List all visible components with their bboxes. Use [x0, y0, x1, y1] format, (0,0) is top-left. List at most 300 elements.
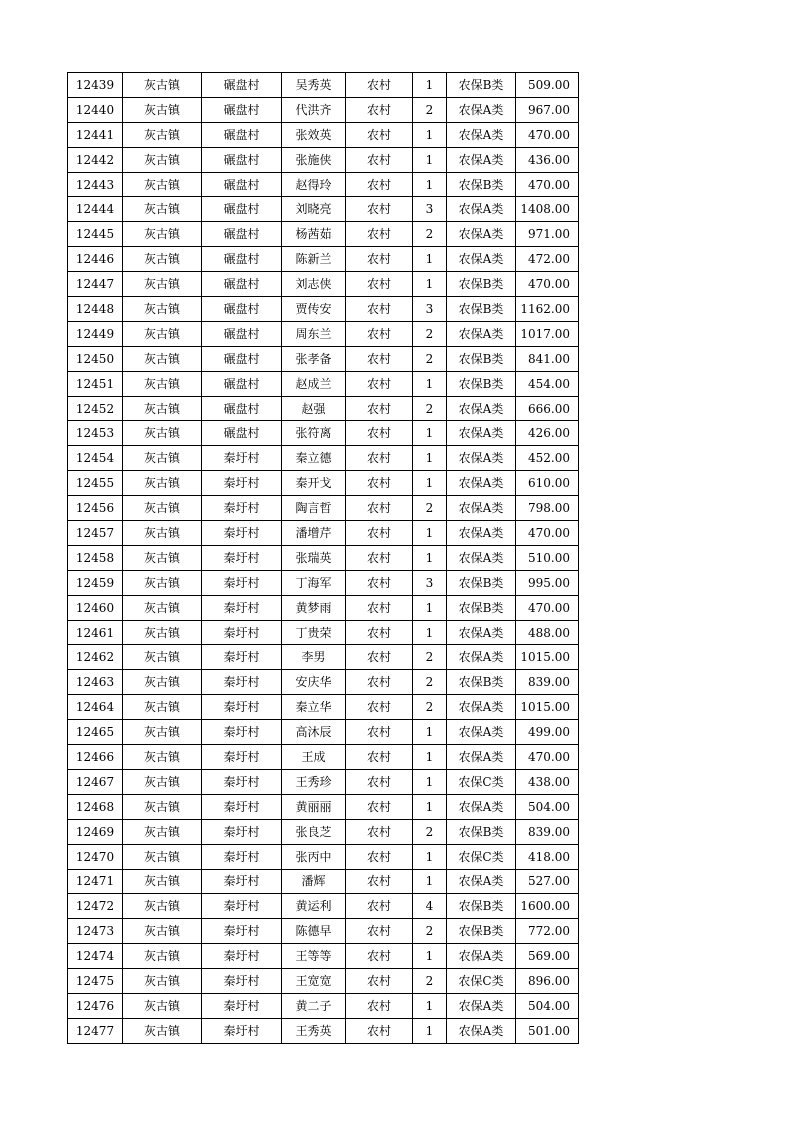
- insurance-class-cell: 农保A类: [447, 197, 516, 222]
- record-id-cell: 12475: [68, 969, 123, 994]
- record-id-cell: 12471: [68, 869, 123, 894]
- village-cell: 秦圩村: [202, 969, 282, 994]
- area-type-cell: 农村: [346, 222, 413, 247]
- area-type-cell: 农村: [346, 172, 413, 197]
- insurance-class-cell: 农保A类: [447, 247, 516, 272]
- insurance-class-cell: 农保B类: [447, 346, 516, 371]
- name-cell: 赵得玲: [282, 172, 346, 197]
- amount-cell: 666.00: [516, 396, 579, 421]
- name-cell: 秦立德: [282, 446, 346, 471]
- area-type-cell: 农村: [346, 919, 413, 944]
- household-count-cell: 1: [413, 272, 447, 297]
- table-row: [68, 695, 579, 720]
- record-id-cell: 12468: [68, 794, 123, 819]
- record-id-cell: 12462: [68, 645, 123, 670]
- name-cell: 杨茜茹: [282, 222, 346, 247]
- household-count-cell: 1: [413, 844, 447, 869]
- household-count-cell: 1: [413, 147, 447, 172]
- town-cell: 灰古镇: [123, 695, 202, 720]
- table-row: [68, 745, 579, 770]
- town-cell: 灰古镇: [123, 222, 202, 247]
- record-id-cell: 12467: [68, 769, 123, 794]
- town-cell: 灰古镇: [123, 769, 202, 794]
- insurance-class-cell: 农保B类: [447, 670, 516, 695]
- amount-cell: 839.00: [516, 819, 579, 844]
- household-count-cell: 3: [413, 297, 447, 322]
- insurance-class-cell: 农保A类: [447, 645, 516, 670]
- amount-cell: 896.00: [516, 969, 579, 994]
- table-row: [68, 272, 579, 297]
- household-count-cell: 1: [413, 521, 447, 546]
- town-cell: 灰古镇: [123, 844, 202, 869]
- table-row: [68, 496, 579, 521]
- name-cell: 黄梦雨: [282, 595, 346, 620]
- amount-cell: 1600.00: [516, 894, 579, 919]
- record-id-cell: 12440: [68, 97, 123, 122]
- town-cell: 灰古镇: [123, 894, 202, 919]
- area-type-cell: 农村: [346, 73, 413, 98]
- insurance-class-cell: 农保B类: [447, 894, 516, 919]
- area-type-cell: 农村: [346, 645, 413, 670]
- village-cell: 秦圩村: [202, 1018, 282, 1043]
- household-count-cell: 1: [413, 446, 447, 471]
- name-cell: 黄二子: [282, 993, 346, 1018]
- table-row: [68, 471, 579, 496]
- insurance-class-cell: 农保C类: [447, 969, 516, 994]
- insurance-class-cell: 农保A类: [447, 446, 516, 471]
- area-type-cell: 农村: [346, 794, 413, 819]
- household-count-cell: 1: [413, 371, 447, 396]
- name-cell: 吴秀英: [282, 73, 346, 98]
- area-type-cell: 农村: [346, 844, 413, 869]
- name-cell: 贾传安: [282, 297, 346, 322]
- name-cell: 周东兰: [282, 321, 346, 346]
- household-count-cell: 1: [413, 1018, 447, 1043]
- table-row: [68, 794, 579, 819]
- amount-cell: 841.00: [516, 346, 579, 371]
- name-cell: 王秀珍: [282, 769, 346, 794]
- insurance-class-cell: 农保B类: [447, 272, 516, 297]
- area-type-cell: 农村: [346, 147, 413, 172]
- town-cell: 灰古镇: [123, 147, 202, 172]
- town-cell: 灰古镇: [123, 620, 202, 645]
- household-count-cell: 1: [413, 421, 447, 446]
- household-count-cell: 3: [413, 570, 447, 595]
- record-id-cell: 12472: [68, 894, 123, 919]
- town-cell: 灰古镇: [123, 421, 202, 446]
- area-type-cell: 农村: [346, 695, 413, 720]
- area-type-cell: 农村: [346, 595, 413, 620]
- name-cell: 张孝备: [282, 346, 346, 371]
- area-type-cell: 农村: [346, 97, 413, 122]
- town-cell: 灰古镇: [123, 570, 202, 595]
- table-row: [68, 297, 579, 322]
- amount-cell: 967.00: [516, 97, 579, 122]
- record-id-cell: 12453: [68, 421, 123, 446]
- household-count-cell: 1: [413, 122, 447, 147]
- name-cell: 陶言哲: [282, 496, 346, 521]
- village-cell: 碾盘村: [202, 346, 282, 371]
- record-id-cell: 12466: [68, 745, 123, 770]
- insurance-class-cell: 农保A类: [447, 396, 516, 421]
- name-cell: 丁贵荣: [282, 620, 346, 645]
- table-row: [68, 645, 579, 670]
- village-cell: 碾盘村: [202, 421, 282, 446]
- area-type-cell: 农村: [346, 944, 413, 969]
- village-cell: 秦圩村: [202, 745, 282, 770]
- name-cell: 王秀英: [282, 1018, 346, 1043]
- village-cell: 秦圩村: [202, 595, 282, 620]
- name-cell: 黄丽丽: [282, 794, 346, 819]
- name-cell: 张丙中: [282, 844, 346, 869]
- amount-cell: 1015.00: [516, 695, 579, 720]
- record-id-cell: 12445: [68, 222, 123, 247]
- household-count-cell: 1: [413, 620, 447, 645]
- name-cell: 张施侠: [282, 147, 346, 172]
- village-cell: 秦圩村: [202, 794, 282, 819]
- village-cell: 秦圩村: [202, 869, 282, 894]
- town-cell: 灰古镇: [123, 794, 202, 819]
- insurance-class-cell: 农保C类: [447, 844, 516, 869]
- area-type-cell: 农村: [346, 993, 413, 1018]
- table-row: [68, 247, 579, 272]
- village-cell: 碾盘村: [202, 297, 282, 322]
- household-count-cell: 2: [413, 819, 447, 844]
- insurance-class-cell: 农保A类: [447, 97, 516, 122]
- village-cell: 碾盘村: [202, 247, 282, 272]
- insurance-class-cell: 农保B类: [447, 73, 516, 98]
- household-count-cell: 1: [413, 745, 447, 770]
- amount-cell: 1408.00: [516, 197, 579, 222]
- insurance-class-cell: 农保A类: [447, 620, 516, 645]
- household-count-cell: 2: [413, 645, 447, 670]
- name-cell: 李男: [282, 645, 346, 670]
- town-cell: 灰古镇: [123, 346, 202, 371]
- household-count-cell: 1: [413, 720, 447, 745]
- insurance-class-cell: 农保B类: [447, 819, 516, 844]
- village-cell: 秦圩村: [202, 919, 282, 944]
- name-cell: 赵强: [282, 396, 346, 421]
- record-id-cell: 12476: [68, 993, 123, 1018]
- record-id-cell: 12447: [68, 272, 123, 297]
- town-cell: 灰古镇: [123, 97, 202, 122]
- insurance-class-cell: 农保A类: [447, 944, 516, 969]
- table-row: [68, 894, 579, 919]
- record-id-cell: 12442: [68, 147, 123, 172]
- insurance-class-cell: 农保A类: [447, 421, 516, 446]
- village-cell: 秦圩村: [202, 645, 282, 670]
- area-type-cell: 农村: [346, 321, 413, 346]
- area-type-cell: 农村: [346, 969, 413, 994]
- amount-cell: 839.00: [516, 670, 579, 695]
- record-id-cell: 12457: [68, 521, 123, 546]
- table-row: [68, 346, 579, 371]
- insurance-class-cell: 农保A类: [447, 321, 516, 346]
- name-cell: 张瑞英: [282, 545, 346, 570]
- village-cell: 秦圩村: [202, 570, 282, 595]
- record-id-cell: 12456: [68, 496, 123, 521]
- table-row: [68, 446, 579, 471]
- record-id-cell: 12439: [68, 73, 123, 98]
- household-count-cell: 2: [413, 670, 447, 695]
- household-count-cell: 2: [413, 346, 447, 371]
- amount-cell: 499.00: [516, 720, 579, 745]
- household-count-cell: 1: [413, 869, 447, 894]
- table-row: [68, 819, 579, 844]
- area-type-cell: 农村: [346, 869, 413, 894]
- amount-cell: 504.00: [516, 794, 579, 819]
- table-row: [68, 371, 579, 396]
- table-row: [68, 197, 579, 222]
- town-cell: 灰古镇: [123, 396, 202, 421]
- record-id-cell: 12460: [68, 595, 123, 620]
- name-cell: 潘增芹: [282, 521, 346, 546]
- record-id-cell: 12470: [68, 844, 123, 869]
- town-cell: 灰古镇: [123, 73, 202, 98]
- table-body: [68, 73, 579, 1044]
- village-cell: 碾盘村: [202, 172, 282, 197]
- insurance-class-cell: 农保A类: [447, 496, 516, 521]
- household-count-cell: 2: [413, 97, 447, 122]
- record-id-cell: 12461: [68, 620, 123, 645]
- village-cell: 碾盘村: [202, 147, 282, 172]
- name-cell: 刘晓亮: [282, 197, 346, 222]
- town-cell: 灰古镇: [123, 919, 202, 944]
- area-type-cell: 农村: [346, 421, 413, 446]
- table-row: [68, 919, 579, 944]
- record-id-cell: 12463: [68, 670, 123, 695]
- area-type-cell: 农村: [346, 471, 413, 496]
- village-cell: 碾盘村: [202, 371, 282, 396]
- village-cell: 碾盘村: [202, 197, 282, 222]
- village-cell: 秦圩村: [202, 720, 282, 745]
- village-cell: 秦圩村: [202, 993, 282, 1018]
- table-row: [68, 147, 579, 172]
- table-row: [68, 97, 579, 122]
- household-count-cell: 1: [413, 73, 447, 98]
- town-cell: 灰古镇: [123, 272, 202, 297]
- table-row: [68, 944, 579, 969]
- amount-cell: 438.00: [516, 769, 579, 794]
- village-cell: 碾盘村: [202, 97, 282, 122]
- table-row: [68, 396, 579, 421]
- town-cell: 灰古镇: [123, 645, 202, 670]
- household-count-cell: 1: [413, 471, 447, 496]
- name-cell: 王成: [282, 745, 346, 770]
- village-cell: 秦圩村: [202, 670, 282, 695]
- name-cell: 秦立华: [282, 695, 346, 720]
- amount-cell: 472.00: [516, 247, 579, 272]
- town-cell: 灰古镇: [123, 471, 202, 496]
- town-cell: 灰古镇: [123, 545, 202, 570]
- record-id-cell: 12464: [68, 695, 123, 720]
- household-count-cell: 4: [413, 894, 447, 919]
- village-cell: 碾盘村: [202, 396, 282, 421]
- table-row: [68, 73, 579, 98]
- record-id-cell: 12465: [68, 720, 123, 745]
- area-type-cell: 农村: [346, 620, 413, 645]
- area-type-cell: 农村: [346, 894, 413, 919]
- table-row: [68, 545, 579, 570]
- amount-cell: 470.00: [516, 172, 579, 197]
- insurance-class-cell: 农保A类: [447, 794, 516, 819]
- town-cell: 灰古镇: [123, 745, 202, 770]
- area-type-cell: 农村: [346, 720, 413, 745]
- insurance-class-cell: 农保B类: [447, 172, 516, 197]
- table-row: [68, 993, 579, 1018]
- amount-cell: 569.00: [516, 944, 579, 969]
- name-cell: 王宽宽: [282, 969, 346, 994]
- village-cell: 秦圩村: [202, 894, 282, 919]
- amount-cell: 470.00: [516, 272, 579, 297]
- table-row: [68, 570, 579, 595]
- name-cell: 赵成兰: [282, 371, 346, 396]
- table-row: [68, 720, 579, 745]
- village-cell: 碾盘村: [202, 73, 282, 98]
- amount-cell: 510.00: [516, 545, 579, 570]
- amount-cell: 527.00: [516, 869, 579, 894]
- household-count-cell: 1: [413, 247, 447, 272]
- area-type-cell: 农村: [346, 570, 413, 595]
- amount-cell: 470.00: [516, 745, 579, 770]
- record-id-cell: 12452: [68, 396, 123, 421]
- village-cell: 碾盘村: [202, 222, 282, 247]
- table-row: [68, 869, 579, 894]
- table-row: [68, 222, 579, 247]
- insurance-class-cell: 农保A类: [447, 993, 516, 1018]
- table-row: [68, 844, 579, 869]
- amount-cell: 1015.00: [516, 645, 579, 670]
- name-cell: 高沐辰: [282, 720, 346, 745]
- town-cell: 灰古镇: [123, 1018, 202, 1043]
- insurance-class-cell: 农保B类: [447, 297, 516, 322]
- town-cell: 灰古镇: [123, 670, 202, 695]
- household-count-cell: 1: [413, 769, 447, 794]
- village-cell: 秦圩村: [202, 471, 282, 496]
- table-row: [68, 670, 579, 695]
- insurance-class-cell: 农保A类: [447, 222, 516, 247]
- record-id-cell: 12451: [68, 371, 123, 396]
- insurance-class-cell: 农保A类: [447, 695, 516, 720]
- village-cell: 秦圩村: [202, 944, 282, 969]
- insurance-class-cell: 农保A类: [447, 521, 516, 546]
- area-type-cell: 农村: [346, 346, 413, 371]
- data-table: [67, 72, 579, 1044]
- name-cell: 黄运利: [282, 894, 346, 919]
- town-cell: 灰古镇: [123, 869, 202, 894]
- area-type-cell: 农村: [346, 247, 413, 272]
- table-row: [68, 321, 579, 346]
- amount-cell: 452.00: [516, 446, 579, 471]
- area-type-cell: 农村: [346, 297, 413, 322]
- record-id-cell: 12459: [68, 570, 123, 595]
- area-type-cell: 农村: [346, 197, 413, 222]
- area-type-cell: 农村: [346, 272, 413, 297]
- area-type-cell: 农村: [346, 819, 413, 844]
- insurance-class-cell: 农保A类: [447, 720, 516, 745]
- village-cell: 秦圩村: [202, 446, 282, 471]
- household-count-cell: 1: [413, 993, 447, 1018]
- area-type-cell: 农村: [346, 769, 413, 794]
- area-type-cell: 农村: [346, 371, 413, 396]
- table-row: [68, 1018, 579, 1043]
- village-cell: 秦圩村: [202, 496, 282, 521]
- table-row: [68, 122, 579, 147]
- insurance-class-cell: 农保A类: [447, 1018, 516, 1043]
- household-count-cell: 2: [413, 695, 447, 720]
- name-cell: 张效英: [282, 122, 346, 147]
- name-cell: 陈德早: [282, 919, 346, 944]
- town-cell: 灰古镇: [123, 993, 202, 1018]
- village-cell: 秦圩村: [202, 819, 282, 844]
- insurance-class-cell: 农保C类: [447, 769, 516, 794]
- insurance-class-cell: 农保A类: [447, 122, 516, 147]
- town-cell: 灰古镇: [123, 297, 202, 322]
- table-row: [68, 172, 579, 197]
- area-type-cell: 农村: [346, 545, 413, 570]
- town-cell: 灰古镇: [123, 496, 202, 521]
- name-cell: 王等等: [282, 944, 346, 969]
- amount-cell: 454.00: [516, 371, 579, 396]
- town-cell: 灰古镇: [123, 197, 202, 222]
- record-id-cell: 12455: [68, 471, 123, 496]
- amount-cell: 772.00: [516, 919, 579, 944]
- name-cell: 秦开戈: [282, 471, 346, 496]
- area-type-cell: 农村: [346, 1018, 413, 1043]
- town-cell: 灰古镇: [123, 944, 202, 969]
- area-type-cell: 农村: [346, 396, 413, 421]
- table-row: [68, 620, 579, 645]
- amount-cell: 1017.00: [516, 321, 579, 346]
- town-cell: 灰古镇: [123, 371, 202, 396]
- table-row: [68, 769, 579, 794]
- household-count-cell: 1: [413, 794, 447, 819]
- amount-cell: 504.00: [516, 993, 579, 1018]
- insurance-class-cell: 农保B类: [447, 919, 516, 944]
- insurance-class-cell: 农保A类: [447, 545, 516, 570]
- town-cell: 灰古镇: [123, 172, 202, 197]
- town-cell: 灰古镇: [123, 969, 202, 994]
- town-cell: 灰古镇: [123, 521, 202, 546]
- insurance-class-cell: 农保A类: [447, 745, 516, 770]
- household-count-cell: 2: [413, 496, 447, 521]
- amount-cell: 509.00: [516, 73, 579, 98]
- village-cell: 碾盘村: [202, 122, 282, 147]
- insurance-class-cell: 农保A类: [447, 471, 516, 496]
- name-cell: 陈新兰: [282, 247, 346, 272]
- amount-cell: 418.00: [516, 844, 579, 869]
- insurance-class-cell: 农保B类: [447, 371, 516, 396]
- household-count-cell: 1: [413, 595, 447, 620]
- name-cell: 张良芝: [282, 819, 346, 844]
- amount-cell: 610.00: [516, 471, 579, 496]
- village-cell: 秦圩村: [202, 769, 282, 794]
- amount-cell: 1162.00: [516, 297, 579, 322]
- amount-cell: 488.00: [516, 620, 579, 645]
- village-cell: 秦圩村: [202, 620, 282, 645]
- amount-cell: 470.00: [516, 122, 579, 147]
- household-count-cell: 1: [413, 545, 447, 570]
- name-cell: 张符离: [282, 421, 346, 446]
- insurance-class-cell: 农保A类: [447, 869, 516, 894]
- area-type-cell: 农村: [346, 446, 413, 471]
- area-type-cell: 农村: [346, 745, 413, 770]
- record-id-cell: 12454: [68, 446, 123, 471]
- name-cell: 安庆华: [282, 670, 346, 695]
- amount-cell: 798.00: [516, 496, 579, 521]
- name-cell: 刘志侠: [282, 272, 346, 297]
- record-id-cell: 12444: [68, 197, 123, 222]
